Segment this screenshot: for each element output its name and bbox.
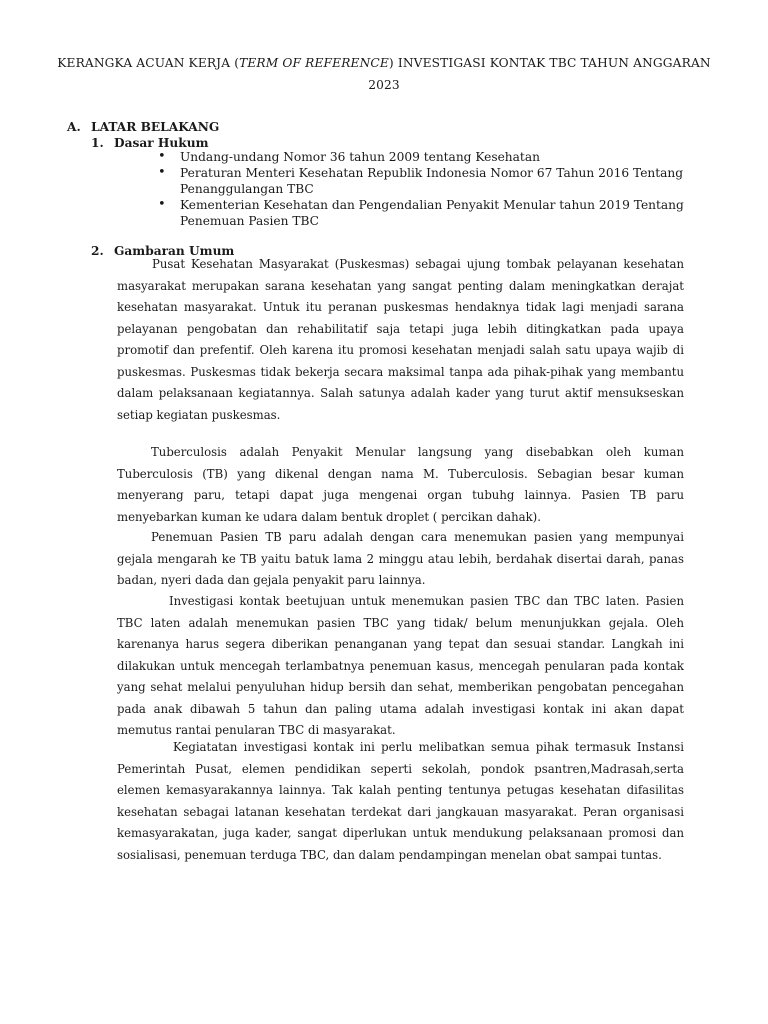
paragraph: Tuberculosis adalah Penyakit Menular langsung yang disebabkan oleh kuman Tuberculosis (TB) yang dikenal dengan nama M. Tuberculosis. Sebagian besar kuman menyerang paru, tetapi dapat juga mengenai organ tubuhg lainnya. Pasien TB paru menyebarkan kuman ke udara dalam bentuk droplet ( percikan dahak). [117,445,684,524]
section-letter: A. [67,120,81,134]
section-heading: LATAR BELAKANG [91,120,220,134]
title-part-1: KERANGKA ACUAN KERJA ( [57,56,240,70]
subsection-heading: Gambaran Umum [114,244,235,258]
paragraph: Kegiatatan investigasi kontak ini perlu melibatkan semua pihak termasuk Instansi Pemerintah Pusat, elemen pendidikan seperti sekolah, pondok psantren,Madrasah,serta elemen kemasyarakannya lainnya. Tak kalah penting tentunya petugas kesehatan difasilitas kesehatan sebagai latanan kesehatan terdekat dari jangkauan masyarakat. Peran organisasi kemasyarakatan, juga kader, sangat diperlukan untuk mendukung pelaksanaan promosi dan sosialisasi, penemuan terduga TBC, dan dalam pendampingan menelan obat sampai tuntas. [117,740,684,862]
paragraph: Pusat Kesehatan Masyarakat (Puskesmas) sebagai ujung tombak pelayanan kesehatan masyarakat merupakan sarana kesehatan yang sangat penting dalam meningkatkan derajat kesehatan masyarakat. Untuk itu peranan puskesmas hendaknya tidak lagi menjadi sarana pelayanan pengobatan dan rehabilitatif saja tetapi juga lebih ditingkatkan pada upaya promotif dan prefentif. Oleh karena itu promosi kesehatan menjadi salah satu upaya wajib di puskesmas. Puskesmas tidak bekerja secara maksimal tanpa ada pihak-pihak yang membantu dalam pelaksanaan kegiatannya. Salah satunya adalah kader yang turut aktif mensukseskan setiap kegiatan puskesmas. [117,257,684,422]
paragraph: Investigasi kontak beetujuan untuk menemukan pasien TBC dan TBC laten. Pasien TBC laten adalah menemukan pasien TBC yang tidak/ belum menunjukkan gejala. Oleh karenanya harus segera diberikan penanganan yang tepat dan sesuai standar. Langkah ini dilakukan untuk mencegah terlambatnya penemuan kasus, mencegah penularan pada kontak yang sehat melalui penyuluhan hidup bersih dan sehat, memberikan pengobatan pencegahan pada anak dibawah 5 tahun dan paling utama adalah investigasi kontak ini akan dapat memutus rantai penularan TBC di masyarakat. [117,594,684,737]
bullet-icon: • [158,165,166,180]
bullet-item: Kementerian Kesehatan dan Pengendalian Penyakit Menular tahun 2019 Tentang Penemuan Pasien TBC [180,198,684,228]
document-title [40,52,728,96]
bullet-icon: • [158,149,166,164]
bullet-item: Peraturan Menteri Kesehatan Republik Indonesia Nomor 67 Tahun 2016 Tentang Penanggulangan TBC [180,166,684,196]
title-italic: TERM OF REFERENCE [239,56,389,70]
bullet-item: Undang-undang Nomor 36 tahun 2009 tentang Kesehatan [180,150,540,164]
subsection-number: 1. [91,136,104,150]
bullet-icon: • [158,197,166,212]
subsection-heading: Dasar Hukum [114,136,209,150]
title-part-2: ) INVESTIGASI KONTAK TBC TAHUN ANGGARAN 2023 [368,56,711,92]
subsection-number: 2. [91,244,104,258]
paragraph: Penemuan Pasien TB paru adalah dengan cara menemukan pasien yang mempunyai gejala mengarah ke TB yaitu batuk lama 2 minggu atau lebih, berdahak disertai darah, panas badan, nyeri dada dan gejala penyakit paru lainnya. [117,530,684,587]
